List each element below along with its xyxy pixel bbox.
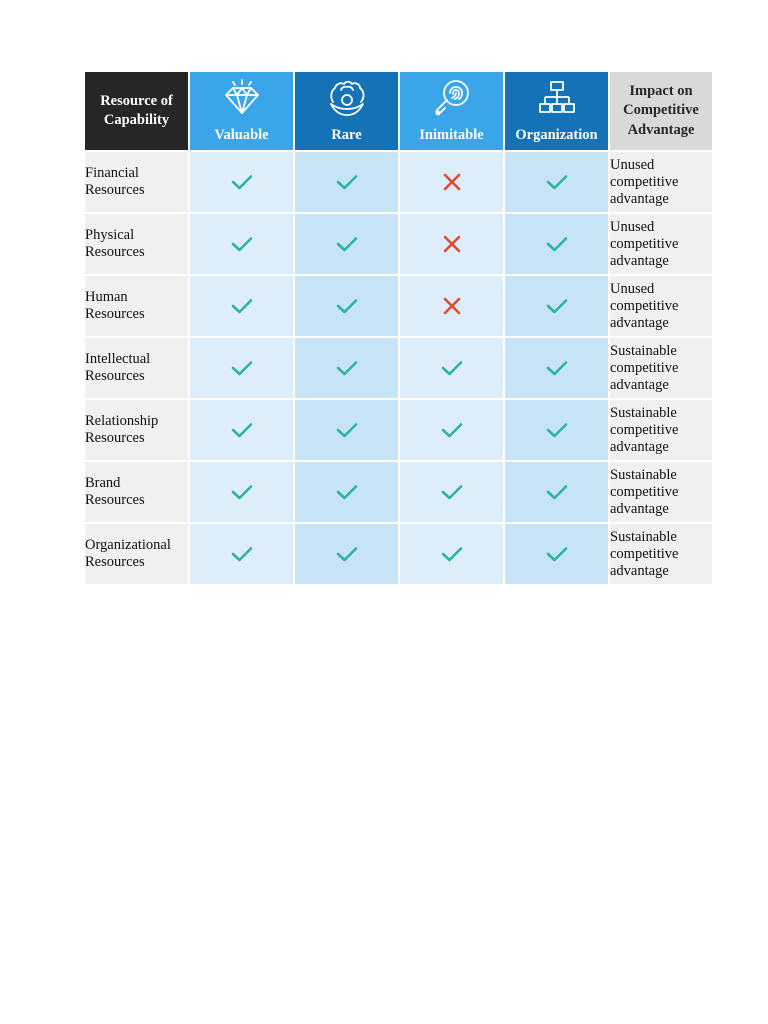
pearl-shell-icon	[327, 78, 367, 118]
check-icon	[545, 542, 569, 566]
valuable-cell	[189, 399, 294, 461]
inimitable-cell	[399, 523, 504, 585]
impact-cell	[609, 337, 713, 399]
organization-cell	[504, 213, 609, 275]
header-impact	[609, 71, 713, 151]
inimitable-cell	[399, 461, 504, 523]
valuable-cell	[189, 523, 294, 585]
header-rare	[294, 71, 399, 151]
valuable-cell	[189, 461, 294, 523]
rare-cell	[294, 461, 399, 523]
organization-cell	[504, 523, 609, 585]
table-row	[84, 151, 713, 213]
resource-cell	[84, 523, 189, 585]
table-row	[84, 461, 713, 523]
inimitable-cell	[399, 337, 504, 399]
check-icon	[335, 418, 359, 442]
table-row	[84, 213, 713, 275]
impact-cell	[609, 399, 713, 461]
resource-label: Organizational Resources	[85, 537, 171, 570]
resource-label: Physical Resources	[85, 227, 145, 260]
check-icon	[440, 542, 464, 566]
check-icon	[545, 356, 569, 380]
header-valuable-label: Valuable	[214, 127, 269, 143]
org-chart-icon	[537, 78, 577, 118]
resource-cell	[84, 213, 189, 275]
resource-cell	[84, 399, 189, 461]
rare-cell	[294, 337, 399, 399]
organization-cell	[504, 151, 609, 213]
resource-label: Intellectual Resources	[85, 351, 151, 384]
organization-cell	[504, 461, 609, 523]
rare-cell	[294, 151, 399, 213]
impact-label: Sustainable competitive advantage	[610, 466, 679, 517]
header-valuable	[189, 71, 294, 151]
impact-cell	[609, 213, 713, 275]
check-icon	[230, 232, 254, 256]
check-icon	[545, 170, 569, 194]
organization-cell	[504, 275, 609, 337]
table-row	[84, 275, 713, 337]
header-row	[84, 71, 713, 151]
table-row	[84, 337, 713, 399]
check-icon	[440, 418, 464, 442]
check-icon	[545, 294, 569, 318]
check-icon	[440, 480, 464, 504]
table-body	[84, 151, 713, 585]
fingerprint-magnifier-icon	[432, 78, 472, 118]
check-icon	[230, 480, 254, 504]
resource-cell	[84, 337, 189, 399]
organization-cell	[504, 337, 609, 399]
inimitable-cell	[399, 213, 504, 275]
impact-cell	[609, 523, 713, 585]
check-icon	[335, 542, 359, 566]
inimitable-cell	[399, 151, 504, 213]
impact-label: Sustainable competitive advantage	[610, 528, 679, 579]
rare-cell	[294, 523, 399, 585]
check-icon	[230, 170, 254, 194]
rare-cell	[294, 275, 399, 337]
inimitable-cell	[399, 275, 504, 337]
diamond-icon	[222, 78, 262, 118]
check-icon	[335, 232, 359, 256]
check-icon	[335, 480, 359, 504]
impact-label: Sustainable competitive advantage	[610, 342, 679, 393]
header-rare-label: Rare	[331, 127, 362, 143]
resource-cell	[84, 461, 189, 523]
header-organization	[504, 71, 609, 151]
header-resource-label: Resource of Capability	[100, 93, 173, 128]
header-resource	[84, 71, 189, 151]
valuable-cell	[189, 275, 294, 337]
check-icon	[230, 542, 254, 566]
resource-label: Relationship Resources	[85, 413, 159, 446]
inimitable-cell	[399, 399, 504, 461]
impact-label: Unused competitive advantage	[610, 156, 679, 207]
cross-icon	[440, 232, 464, 256]
resource-label: Human Resources	[85, 289, 145, 322]
check-icon	[230, 418, 254, 442]
impact-cell	[609, 461, 713, 523]
impact-label: Unused competitive advantage	[610, 218, 679, 269]
cross-icon	[440, 294, 464, 318]
resource-label: Financial Resources	[85, 165, 145, 198]
check-icon	[335, 356, 359, 380]
rare-cell	[294, 399, 399, 461]
impact-label: Unused competitive advantage	[610, 280, 679, 331]
resource-label: Brand Resources	[85, 475, 145, 508]
check-icon	[440, 356, 464, 380]
table-row	[84, 523, 713, 585]
header-impact-label: Impact on Competitive Advantage	[623, 82, 699, 138]
header-inimitable	[399, 71, 504, 151]
resource-cell	[84, 151, 189, 213]
impact-cell	[609, 151, 713, 213]
header-organization-label: Organization	[515, 127, 598, 143]
check-icon	[545, 480, 569, 504]
valuable-cell	[189, 151, 294, 213]
check-icon	[335, 294, 359, 318]
impact-label: Sustainable competitive advantage	[610, 404, 679, 455]
resource-cell	[84, 275, 189, 337]
cross-icon	[440, 170, 464, 194]
organization-cell	[504, 399, 609, 461]
check-icon	[230, 356, 254, 380]
impact-cell	[609, 275, 713, 337]
valuable-cell	[189, 337, 294, 399]
rare-cell	[294, 213, 399, 275]
table-row	[84, 399, 713, 461]
vrio-table	[83, 70, 714, 586]
header-inimitable-label: Inimitable	[419, 127, 484, 143]
check-icon	[335, 170, 359, 194]
check-icon	[230, 294, 254, 318]
check-icon	[545, 418, 569, 442]
check-icon	[545, 232, 569, 256]
valuable-cell	[189, 213, 294, 275]
